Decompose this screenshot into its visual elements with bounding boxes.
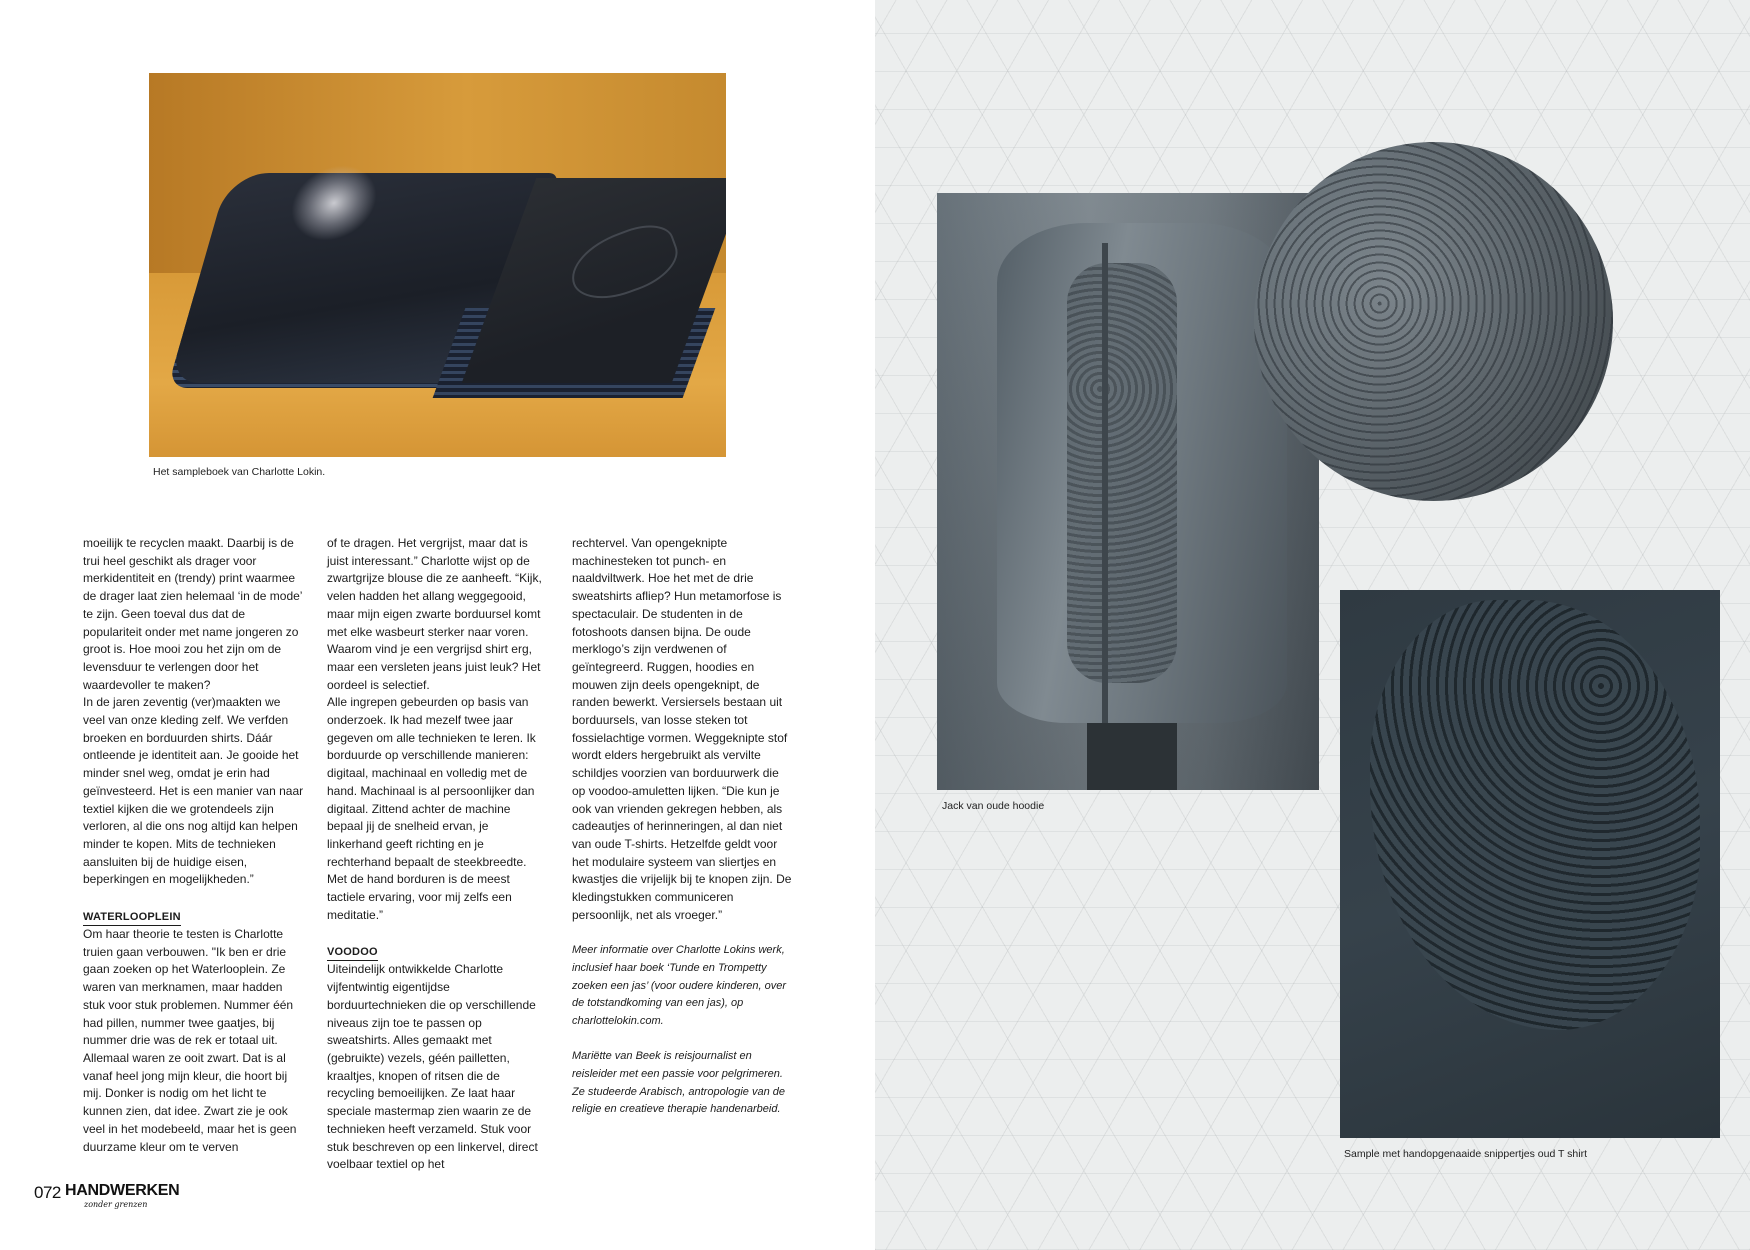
hoodie-zipper [1102, 243, 1108, 723]
paragraph: Om haar theorie te testen is Charlotte truien gaan verbouwen. "Ik ben er drie gaan zoeken op het Waterlooplein. Ze waren van merknamen, maar hadden stuk voor stuk problemen. Nummer één had pillen, nummer twee gaatjes, bij nummer drie was de rek er totaal uit. Allemaal waren ze ooit zwart. Dat is al vanaf heel jong mijn kleur, die hoort bij mij. Donker is nodig om het licht te kunnen zien, dat idee. Zwart zie je ook veel in het modebeeld, maar het is geen duurzame kleur om te verven [83, 927, 297, 1154]
paragraph: moeilijk te recyclen maakt. Daarbij is de trui heel geschikt als drager voor merkidentiteit en (trendy) print waarmee de drager laat zien helemaal ‘in de mode’ te zijn. Geen toeval dus dat de populariteit onder met name jongeren zo groot is. Hoe mooi zou het zijn om de levensduur te verlengen door het waardevoller te maken? [83, 536, 303, 692]
paragraph: Uiteindelijk ontwikkelde Charlotte vijfentwintig eigentijdse borduurtechnieken die op verschillende niveaus zijn toe te passen op sweatshirts. Alles gemaakt met (gebruikte) vezels, géén pailletten, kraaltjes, knopen of ritsen die de recycling bemoeilijken. Ze laat haar speciale mastermap zien waarin ze de technieken heeft verzameld. Stuk voor stuk beschreven op een linkervel, direct voelbaar textiel op het [327, 962, 538, 1172]
magazine-name: HANDWERKEN [65, 1182, 180, 1199]
author-bio: Mariëtte van Beek is reisjournalist en reisleider met een passie voor pelgrimeren. Ze studeerde Arabisch, antropologie van de religie en creatieve therapie handenarbeid. [572, 1050, 786, 1116]
paragraph: In de jaren zeventig (ver)maakten we veel van onze kleding zelf. We verfden broeken en borduurden shirts. Dáár ontleende je identiteit aan. Je gooide het minder snel weg, omdat je erin had geïnvesteerd. Het is een manier van naar textiel kijken die we grotendeels zijn verloren, al die ons nog altijd kan helpen minder te kopen. Mits de technieken aansluiten bij de huidige eisen, beperkingen en mogelijkheden.” [83, 695, 304, 887]
sample-photo-caption: Sample met handopgenaaide snippertjes oud T shirt [1344, 1148, 1588, 1160]
tshirt-snippets-sample-photo [1340, 590, 1720, 1138]
paragraph: rechtervel. Van opengeknipte machinesteken tot punch- en naaldviltwerk. Hoe het met de drie sweatshirts afliep? Hun metamorfose is spectaculair. De studenten in de fotoshoots dansen bijna. De oude merklogo’s zijn verdwenen of geïntegreerd. Ruggen, hoodies en mouwen zijn deels opengeknipt, de randen bewerkt. Versiersels bestaan uit borduursels, van losse steken tot fossielachtige vormen. Weggeknipte stof wordt elders hergebruikt als vervilte schildjes voorzien van borduurwerk die op voodoo-amuletten lijken. “Die kun je ook van vrienden gekregen hebben, als cadeautjes of herinneringen, al dan niet van oude T-shirts. Hetzelfde geldt voor het modulaire systeem van sliertjes en kwastjes die vrijelijk bij te knopen zijn. De kledingstukken communiceren persoonlijk, net als vroeger.” [572, 536, 792, 922]
page-folio [34, 1181, 180, 1209]
mannequin-stand [1087, 723, 1177, 790]
hoodie-photo-caption: Jack van oude hoodie [942, 800, 1045, 812]
embroidery-detail-texture [1254, 142, 1613, 501]
text-column-1 [83, 535, 305, 1156]
embroidery-detail-circle-photo [1254, 142, 1613, 501]
paragraph: of te dragen. Het vergrijst, maar dat is juist interessant.” Charlotte wijst op de zwartgrijze blouse die ze aanheeft. “Kijk, velen hadden het allang weggegooid, maar mijn eigen zwarte borduursel komt met elke wasbeurt sterker naar voren. Waarom vind je een vergrijsd shirt erg, maar een versleten jeans juist leuk? Het oordeel is selectief. [327, 536, 542, 692]
text-column-2 [327, 535, 547, 1174]
sample-book-photo [149, 73, 726, 457]
hoodie-embroidery-texture [1067, 263, 1177, 683]
subheading-voodoo: VOODOO [327, 945, 378, 961]
text-column-3 [572, 535, 792, 1119]
snippets-texture [1370, 600, 1700, 1030]
info-note: Meer informatie over Charlotte Lokins werk, inclusief haar boek ‘Tunde en Trompetty zoeken een jas’ (voor oudere kinderen, over de totstandkoming van een jas), op charlottelokin.com. [572, 944, 787, 1027]
book-photo-caption: Het sampleboek van Charlotte Lokin. [153, 466, 326, 478]
page-number: 072 [34, 1183, 61, 1202]
subheading-waterlooplein: WATERLOOPLEIN [83, 910, 181, 926]
paragraph: Alle ingrepen gebeurden op basis van onderzoek. Ik had mezelf twee jaar gegeven om alle technieken te leren. Ik borduurde op verschillende manieren: digitaal, machinaal en volledig met de hand. Machinaal is al persoonlijker dan digitaal. Zittend achter de machine bepaal jij de snelheid ervan, je linkerhand geeft richting en je rechterhand bepaalt de steekbreedte. Met de hand borduren is de meest tactiele ervaring, voor mij zelfs een meditatie.” [327, 695, 536, 922]
magazine-tagline: zonder grenzen [84, 1200, 148, 1209]
